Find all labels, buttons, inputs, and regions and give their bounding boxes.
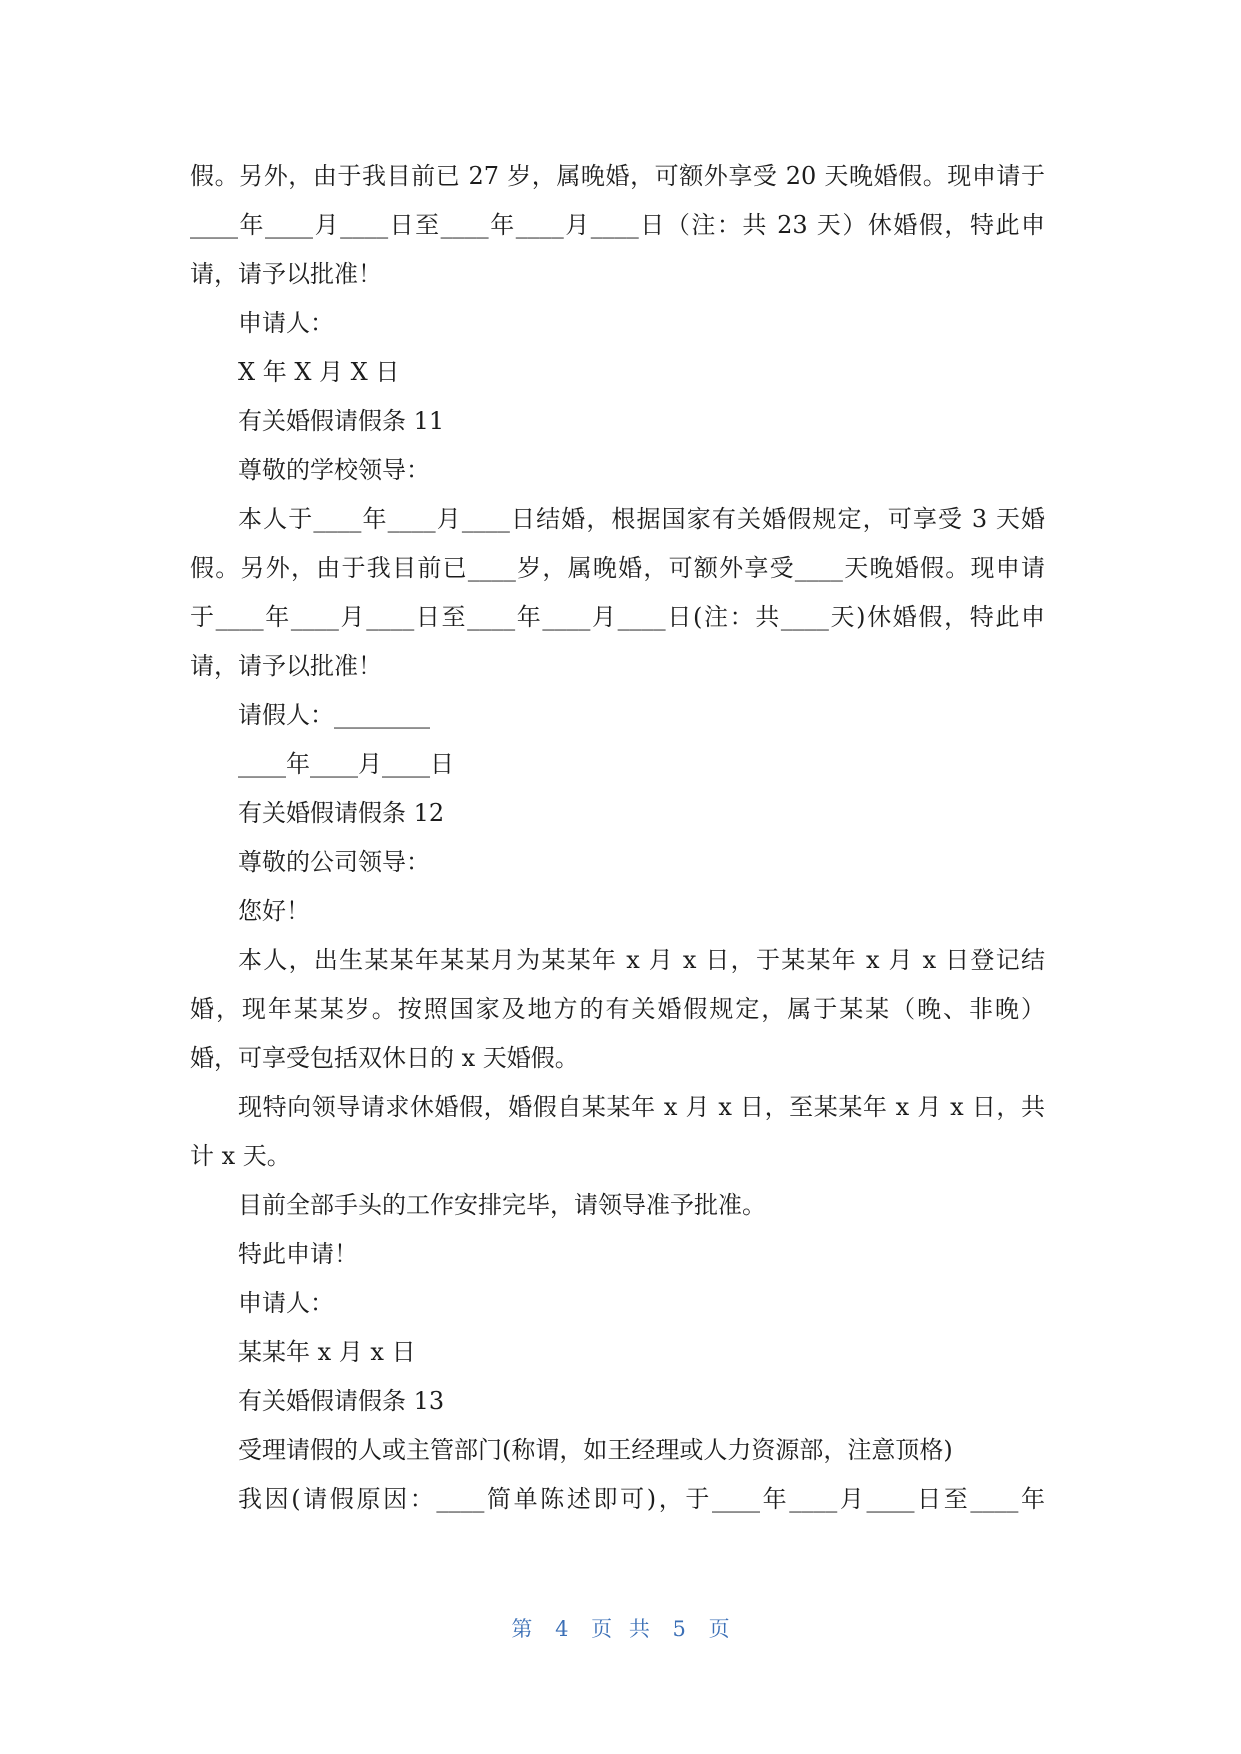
footer-current-page: 4 [555,1617,569,1641]
paragraph [190,1377,1045,1426]
text-line: 有关婚假请假条 12 [238,799,445,827]
text-line: 有关婚假请假条 11 [238,407,445,435]
paragraph [190,1181,1045,1230]
paragraph [190,299,1045,348]
page-footer [0,1614,1241,1644]
document-body [190,152,1045,1524]
text-line: 假。另外，由于我目前已____岁，属晚婚，可额外享受____天晚婚假。现申请 [190,554,1045,582]
paragraph [190,1426,1045,1475]
paragraph [190,1230,1045,1279]
text-line: 我因(请假原因：____简单陈述即可)，于____年____月____日至____年 [238,1485,1045,1513]
text-line: 尊敬的公司领导： [238,848,430,876]
text-line: 本人，出生某某年某某月为某某年 x 月 x 日，于某某年 x 月 x 日登记结 [238,946,1045,974]
text-line: 申请人： [238,309,334,337]
paragraph [190,936,1045,1083]
paragraph [190,1475,1045,1524]
text-line: X 年 X 月 X 日 [238,358,400,386]
text-line: 计 x 天。 [190,1142,291,1170]
paragraph [190,1279,1045,1328]
text-line: 请，请予以批准！ [190,652,382,680]
text-line: 特此申请！ [238,1240,358,1268]
text-line: 请，请予以批准！ [190,260,382,288]
text-line: 您好！ [238,897,310,925]
text-line: 目前全部手头的工作安排完毕，请领导准予批准。 [238,1191,766,1219]
footer-total-pages: 5 [672,1617,686,1641]
text-line: 申请人： [238,1289,334,1317]
paragraph [190,397,1045,446]
text-line: 某某年 x 月 x 日 [238,1338,416,1366]
paragraph [190,495,1045,691]
paragraph [190,446,1045,495]
text-line: 婚，现年某某岁。按照国家及地方的有关婚假规定，属于某某（晚、非晚） [190,995,1045,1023]
paragraph [190,152,1045,299]
text-line: 婚，可享受包括双休日的 x 天婚假。 [190,1044,579,1072]
paragraph [190,789,1045,838]
paragraph [190,1328,1045,1377]
text-line: 尊敬的学校领导： [238,456,430,484]
text-line: 请假人：________ [238,701,430,729]
text-line: 假。另外，由于我目前已 27 岁，属晚婚，可额外享受 20 天晚婚假。现申请于 [190,162,1045,190]
text-line: 受理请假的人或主管部门(称谓，如王经理或人力资源部，注意顶格) [238,1436,953,1464]
paragraph [190,740,1045,789]
footer-total-prefix: 共 [628,1617,650,1641]
text-line: 现特向领导请求休婚假，婚假自某某年 x 月 x 日，至某某年 x 月 x 日，共 [238,1093,1045,1121]
footer-page-prefix: 第 [511,1617,533,1641]
paragraph [190,838,1045,887]
footer-page-suffix: 页 [591,1617,613,1641]
paragraph [190,348,1045,397]
text-line: 有关婚假请假条 13 [238,1387,445,1415]
text-line: 于____年____月____日至____年____月____日(注：共____天)休婚假，特此申 [190,603,1045,631]
text-line: 本人于____年____月____日结婚，根据国家有关婚假规定，可享受 3 天婚 [238,505,1045,533]
paragraph [190,1083,1045,1181]
paragraph [190,887,1045,936]
text-line: ____年____月____日 [238,750,454,778]
paragraph [190,691,1045,740]
footer-total-suffix: 页 [708,1617,730,1641]
text-line: ____年____月____日至____年____月____日（注：共 23 天）休婚假，特此申 [190,211,1045,239]
